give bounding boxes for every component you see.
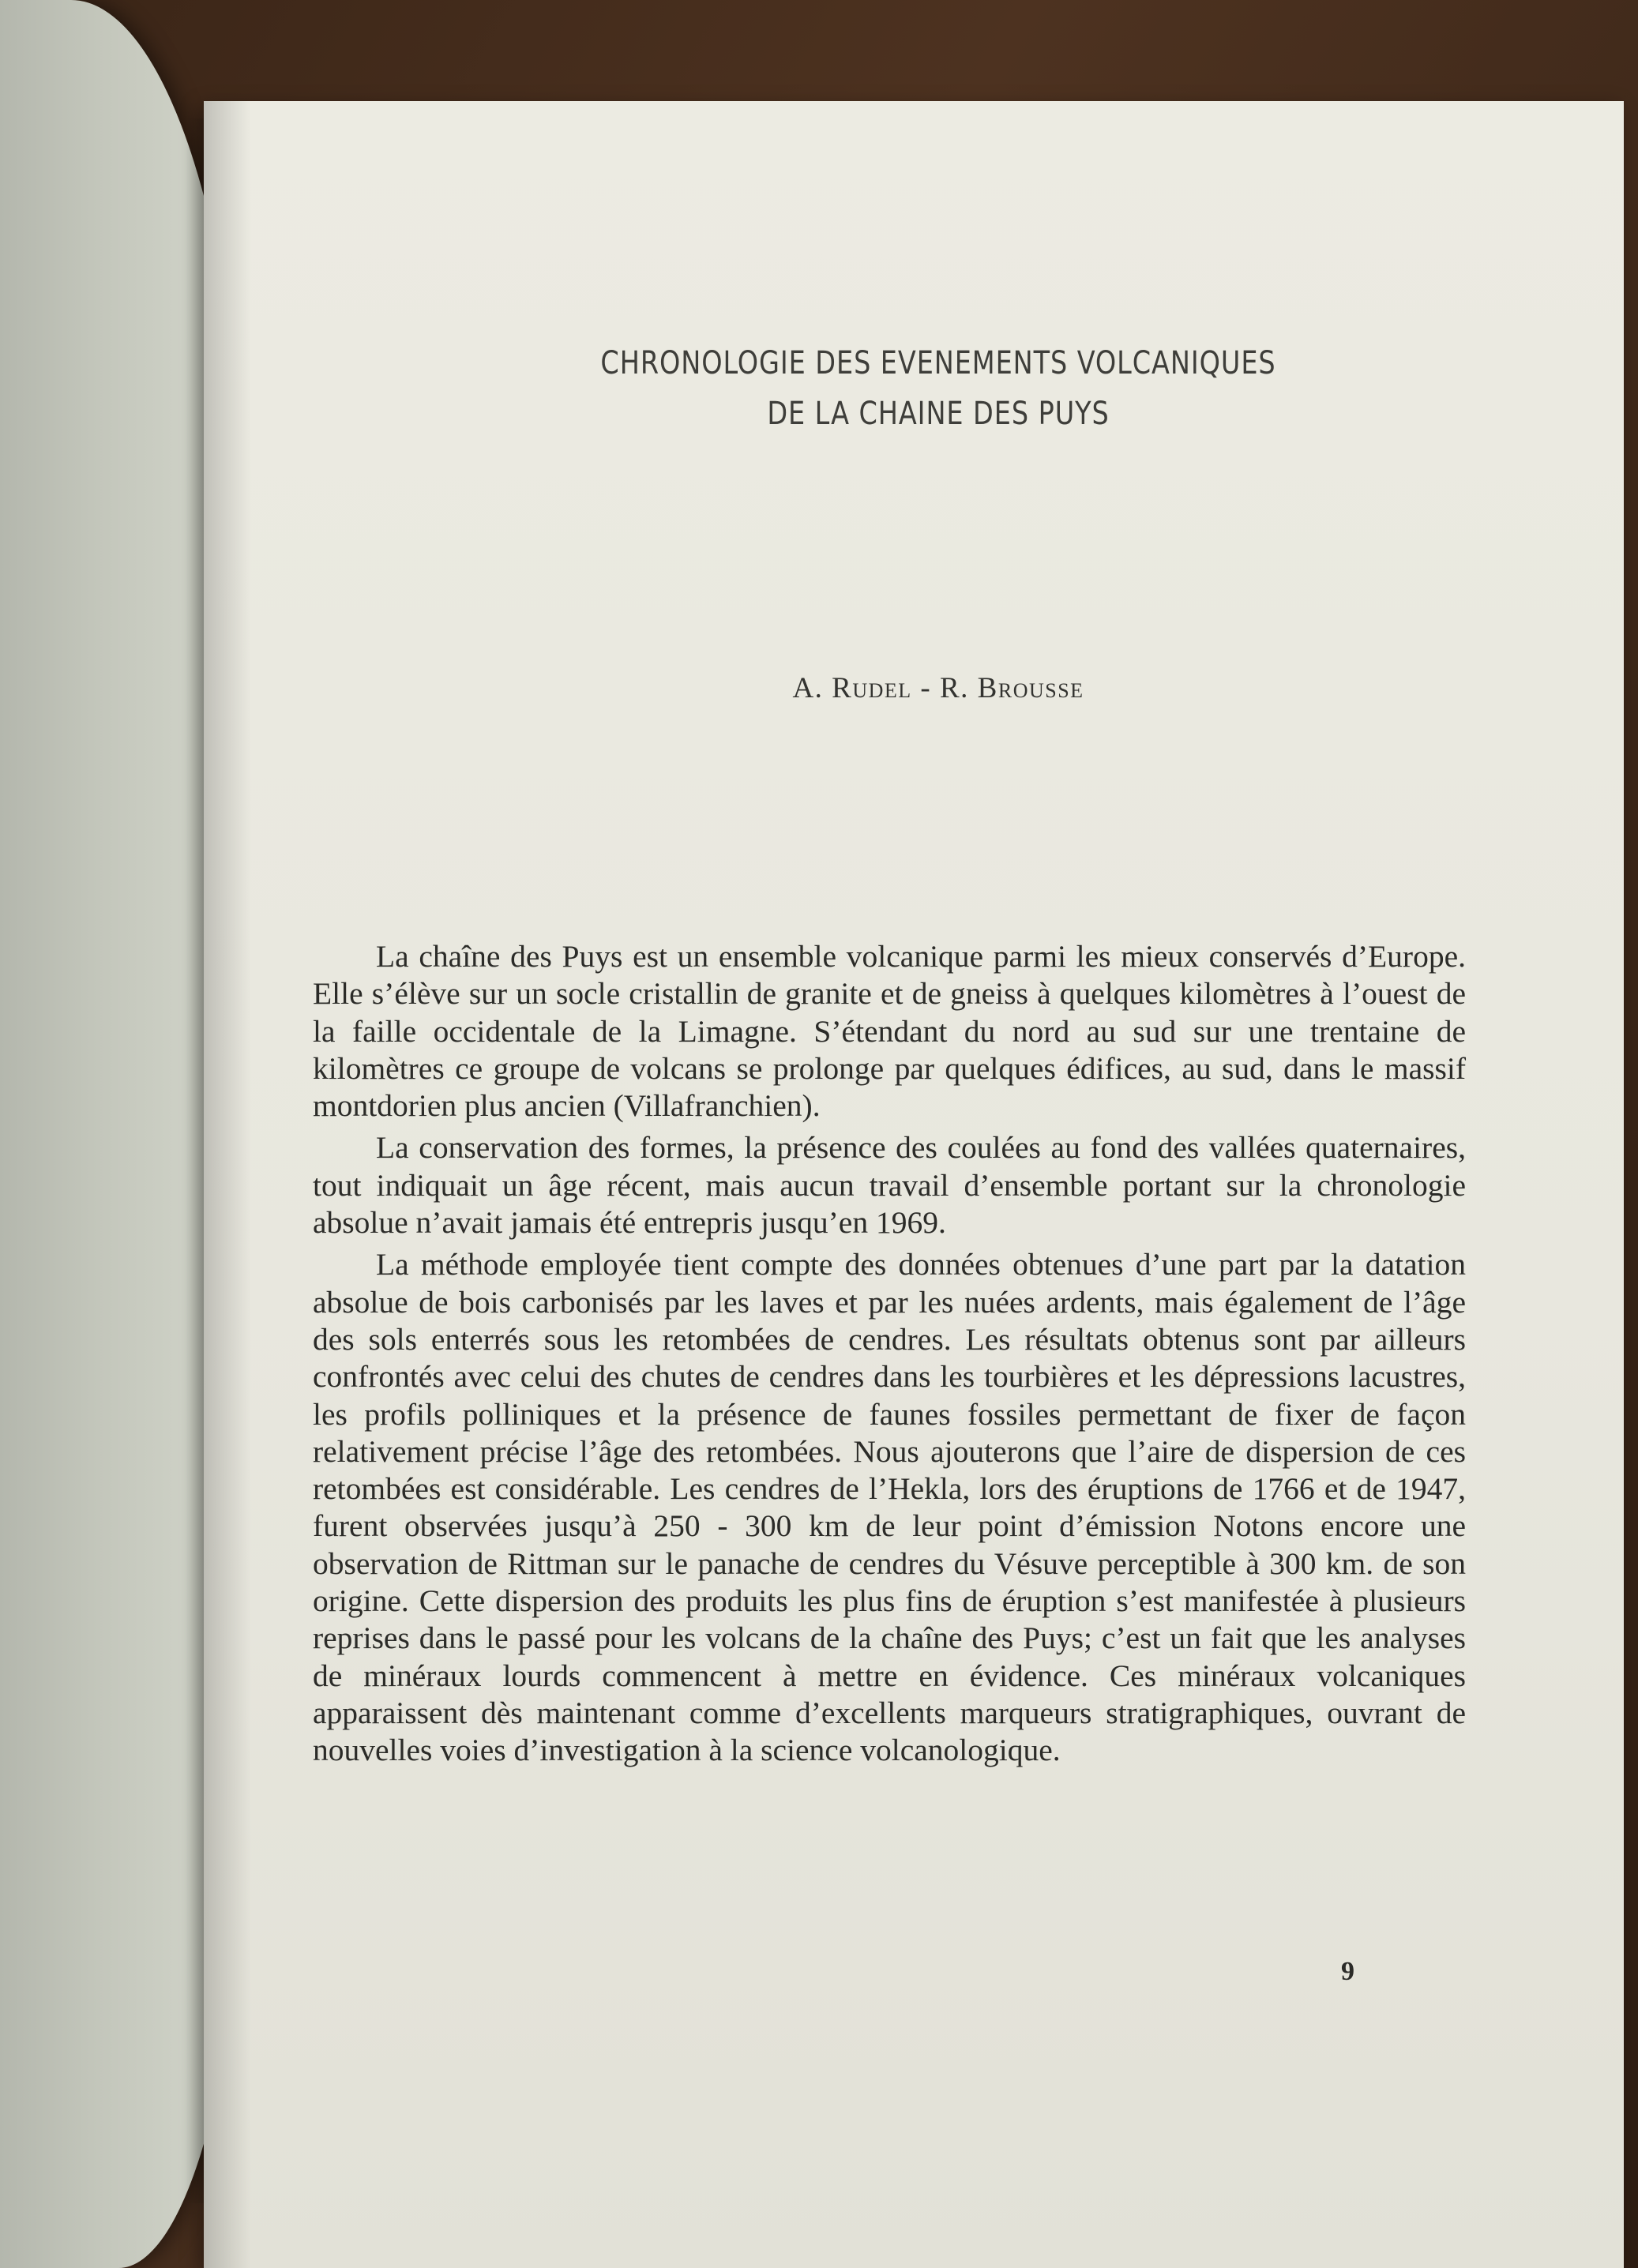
paragraph: La chaîne des Puys est un ensemble volcanique parmi les mieux conservés d’Europe. Elle s’élève sur un socle cristallin de granite et de gneiss à quelques kilomètres à l’ouest de la faille occidentale de la Limagne. S’étendant du nord au sud sur une trentaine de kilomètres ce groupe de volcans se prolonge par quelques édifices, au sud, dans le massif montdorien plus ancien (Villafranchien). — [313, 939, 1466, 1124]
article-title — [402, 338, 1475, 439]
article-authors: A. Rudel - R. Brousse — [792, 672, 1084, 704]
article-body — [313, 938, 1466, 1774]
page-gutter-shadow — [204, 101, 251, 2268]
title-line-1: CHRONOLOGIE DES EVENEMENTS VOLCANIQUES — [600, 345, 1276, 381]
page-number: 9 — [1341, 1957, 1354, 1986]
paragraph: La conservation des formes, la présence des coulées au fond des vallées quaternaires, tout indiquait un âge récent, mais aucun travail d’ensemble portant sur la chronologie absolue n’avait jamais été entrepris jusqu’en 1969. — [313, 1130, 1466, 1241]
title-line-2: DE LA CHAINE DES PUYS — [767, 396, 1110, 432]
paragraph: La méthode employée tient compte des données obtenues d’une part par la datation absolue de bois carbonisés par les laves et par les nuées ardents, mais également de l’âge des sols enterrés sous les retombées de cendres. Les résultats obtenus sont par ailleurs confrontés avec celui des chutes de cendres dans les tourbières et les dépressions lacustres, les profils polliniques et la présence de faunes fossiles permettant de fixer de façon relativement précise l’âge des retombées. Nous ajouterons que l’aire de dispersion de ces retombées est considérable. Les cendres de l’Hekla, lors des éruptions de 1766 et de 1947, furent observées jusqu’à 250 - 300 km de leur point d’émission Notons encore une observation de Rittman sur le panache de cendres du Vésuve perceptible à 300 km. de son origine. Cette dispersion des produits les plus fins de éruption s’est manifestée à plusieurs reprises dans le passé pour les volcans de la chaîne des Puys; c’est un fait que les analyses de minéraux lourds commencent à mettre en évidence. Ces minéraux volcaniques apparaissent dès maintenant comme d’excellents marqueurs stratigraphiques, ouvrant de nouvelles voies d’investigation à la science volcanologique. — [313, 1247, 1466, 1768]
document-page — [204, 101, 1624, 2268]
